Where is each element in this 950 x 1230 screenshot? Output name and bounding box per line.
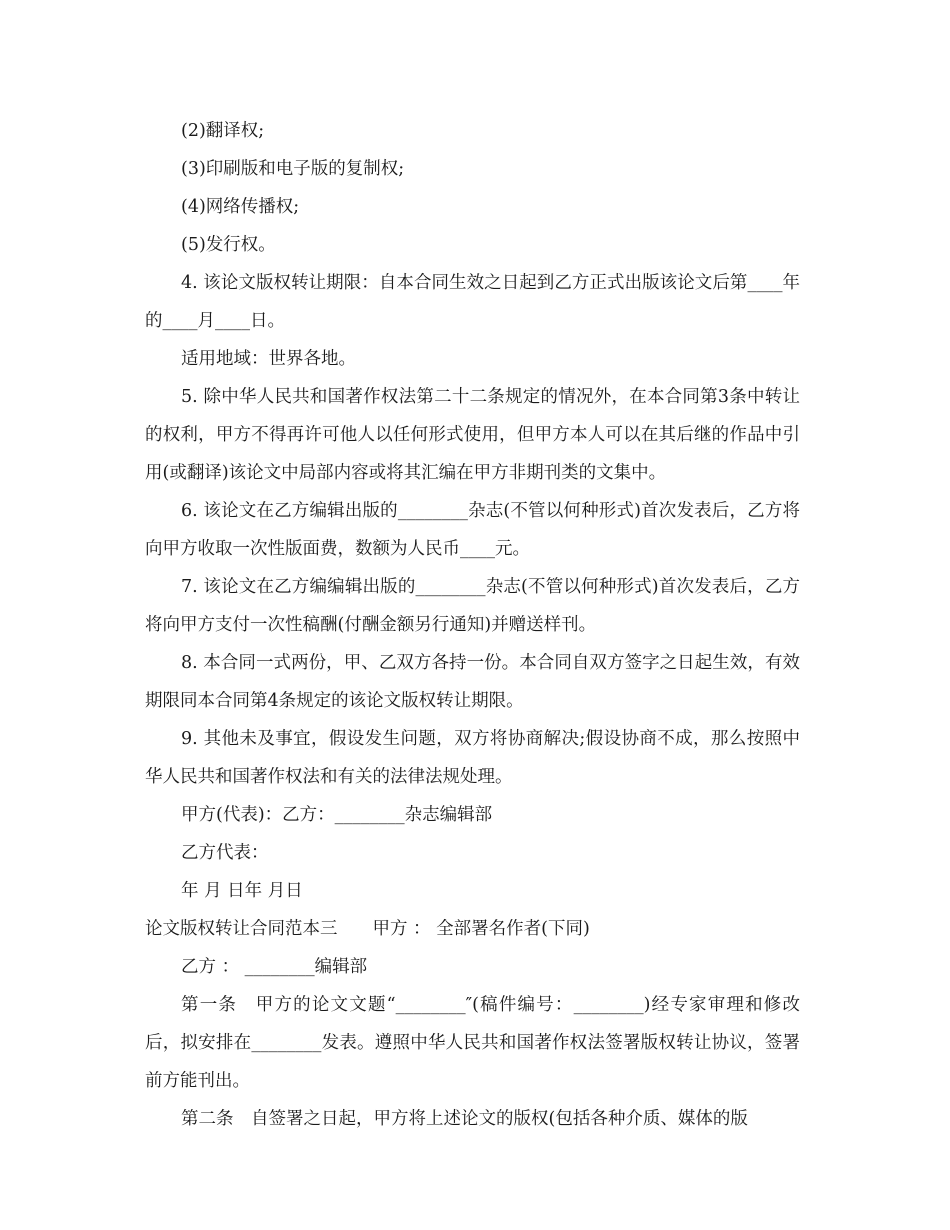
paragraph-network-right: (4)网络传播权; (181, 197, 300, 217)
signature-party-b-rep: 乙方代表： (181, 843, 269, 863)
clause-9-dispute: 9. 其他未及事宜，假设发生问题，双方将协商解决;假设协商不成，那么按照中华人民共和国著作权法和有关的法律法规处理。 (145, 729, 800, 787)
paragraph-reproduction-right: (3)印刷版和电子版的复制权; (181, 159, 405, 179)
signature-parties: 甲方(代表)：乙方：________杂志编辑部 (181, 805, 493, 825)
paragraph-territory: 适用地域：世界各地。 (181, 349, 356, 369)
paragraph-translation-right: (2)翻译权; (181, 121, 265, 141)
article-1: 第一条 甲方的论文文题“________″(稿件编号：________)经专家审理和修改后，拟安排在________发表。遵照中华人民共和国著作权法签署版权转让协议，签署前方能刊出。 (145, 995, 800, 1091)
template-three-heading: 论文版权转让合同范本三 甲方 ： 全部署名作者(下同) (145, 919, 590, 939)
clause-6-page-fee: 6. 该论文在乙方编辑出版的________杂志(不管以何种形式)首次发表后，乙方将向甲方收取一次性版面费，数额为人民币____元。 (145, 501, 800, 559)
signature-dates: 年 月 日年 月日 (181, 881, 303, 901)
document-body (145, 112, 800, 1138)
clause-5-usage-restriction: 5. 除中华人民共和国著作权法第二十二条规定的情况外，在本合同第3条中转让的权利，甲方不得再许可他人以任何形式使用，但甲方本人可以在其后继的作品中引用(或翻译)该论文中局部内容或将其汇编在甲方非期刊类的文集中。 (145, 387, 800, 483)
template-three-party-b: 乙方 ： ________编辑部 (181, 957, 368, 977)
article-2: 第二条 自签署之日起，甲方将上述论文的版权(包括各种介质、媒体的版 (181, 1109, 748, 1129)
clause-8-copies-validity: 8. 本合同一式两份，甲、乙双方各持一份。本合同自双方签字之日起生效，有效期限同本合同第4条规定的该论文版权转让期限。 (145, 653, 800, 711)
clause-7-royalty: 7. 该论文在乙方编编辑出版的________杂志(不管以何种形式)首次发表后，乙方将向甲方支付一次性稿酬(付酬金额另行通知)并赠送样刊。 (145, 577, 800, 635)
paragraph-distribution-right: (5)发行权。 (181, 235, 276, 255)
clause-4-transfer-term: 4. 该论文版权转让期限：自本合同生效之日起到乙方正式出版该论文后第____年的____月____日。 (145, 273, 800, 331)
